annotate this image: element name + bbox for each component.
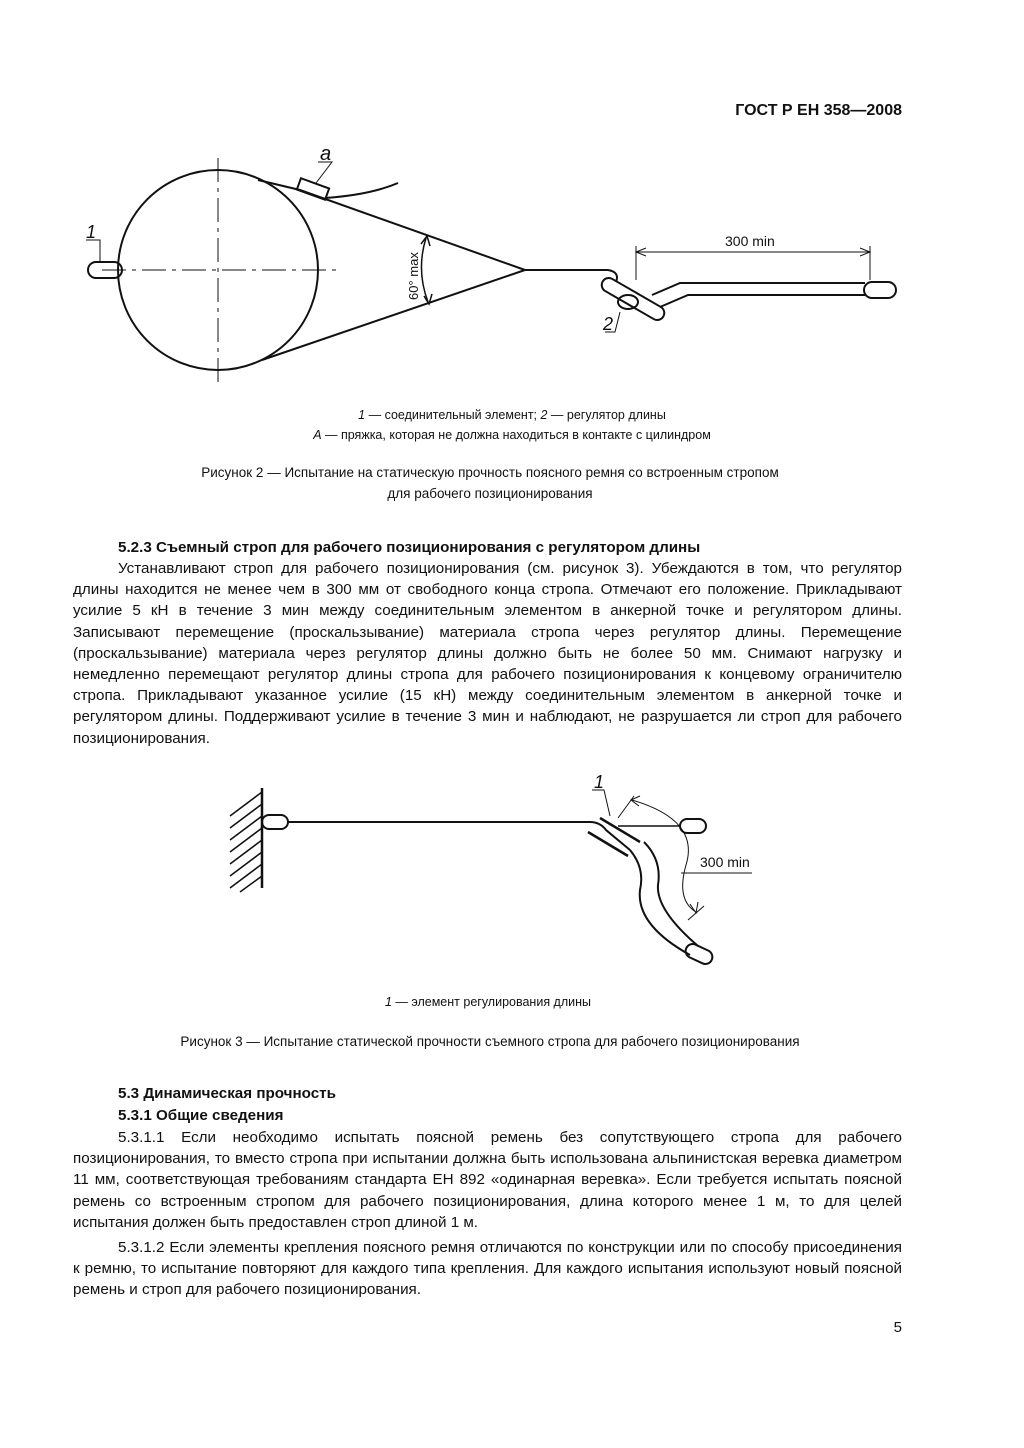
figure-2-drawing (0, 0, 1024, 400)
legend-item-text: — соединительный элемент; (365, 408, 541, 422)
page-number: 5 (893, 1319, 902, 1336)
figure2-label-1: 1 (86, 222, 97, 242)
paragraph-5-3-1-2: 5.3.1.2 Если элементы крепления поясного ремня отличаются по конструкции или по способу присоединения к ремню, то испытание повторяют для каждого типа крепления. Для каждого испытания используют новый поясной ремень и строп для рабочего позиционирования. (73, 1239, 902, 1299)
section-5-2-3-paragraph: Устанавливают строп для рабочего позиционирования (см. рисунок 3). Убеждаются в том, что регулятор длины находится не менее чем в 300 мм от свободного конца стропа. Отмечают его положение. Прикладывают усилие 5 кН в течение 3 мин между соединительным элементом в анкерной точке и регулятором длины. Записывают перемещение (проскальзывание) материала стропа через регулятор длины. Перемещение (проскальзывание) материала через регулятор длины должно быть не более 50 мм. Снимают нагрузку и немедленно перемещают регулятор длины стропа для рабочего позиционирования к концевому ограничителю стропа. Прикладывают указанное усилие (15 кН) между соединительным элементом в анкерной точке и регулятором длины. Поддерживают усилие в течение 3 мин и наблюдают, не разрушается ли строп для рабочего позиционирования. (73, 560, 902, 747)
figure2-legend-line2 (0, 425, 1024, 445)
legend-item-text: — регулятор длины (547, 408, 666, 422)
buckle (297, 178, 329, 200)
paragraph-5-3-1-1: 5.3.1.1 Если необходимо испытать поясной ремень без сопутствующего стропа для рабочего позиционирования, то вместо стропа при испытании должна быть использована альпинистская веревка диаметром 11 мм, соответствующая требованиям стандарта ЕН 892 «одинарная веревка». Если требуется испытать поясной ремень со встроенным стропом для рабочего позиционирования, длина которого менее 1 м, то для целей испытания должен быть предоставлен строп длиной 1 м. (73, 1129, 902, 1231)
right-connector (680, 819, 706, 833)
legend-item-number: 1 (358, 408, 366, 422)
figure2-caption-line1: Рисунок 2 — Испытание на статическую прочность поясного ремня со встроенным стропом (201, 465, 779, 480)
section-5-3-body (73, 1127, 902, 1301)
figure2-caption-line2: для рабочего позиционирования (387, 486, 593, 501)
figure2-angle-label: 60° max (406, 252, 421, 300)
figure3-caption: Рисунок 3 — Испытание статической прочности съемного стропа для рабочего позиционирования (180, 1034, 800, 1049)
figure2-dimension-label: 300 min (725, 233, 775, 249)
legend-item-number: 1 (384, 995, 392, 1009)
figure2-label-2: 2 (603, 314, 614, 334)
figure3-legend (0, 992, 1000, 1012)
figure3-label-1: 1 (594, 772, 605, 792)
section-5-3-heading: 5.3 Динамическая прочность (118, 1085, 336, 1102)
section-5-2-3-heading: 5.2.3 Съемный строп для рабочего позиционирования с регулятором длины (118, 539, 701, 556)
legend-item-number: 2 (540, 408, 548, 422)
legend-item-text: — пряжка, которая не должна находиться в контакте с цилиндром (321, 428, 711, 442)
figure2-caption (0, 462, 1002, 504)
section-5-3-1-heading: 5.3.1 Общие сведения (118, 1107, 284, 1124)
figure2-legend-line1 (0, 405, 1024, 425)
document-id-header: ГОСТ Р ЕН 358—2008 (735, 102, 902, 119)
strap-end-connector (864, 282, 896, 298)
legend-item-letter: A (313, 428, 322, 442)
legend-item-text: — элемент регулирования длины (391, 995, 592, 1009)
figure2-legend (0, 405, 1024, 445)
figure3-dimension-label: 300 min (700, 854, 750, 870)
figure2-label-a: a (320, 143, 332, 165)
section-5-2-3-body (73, 558, 902, 749)
anchor-connector (262, 815, 288, 829)
figure-3-drawing (0, 760, 1024, 975)
